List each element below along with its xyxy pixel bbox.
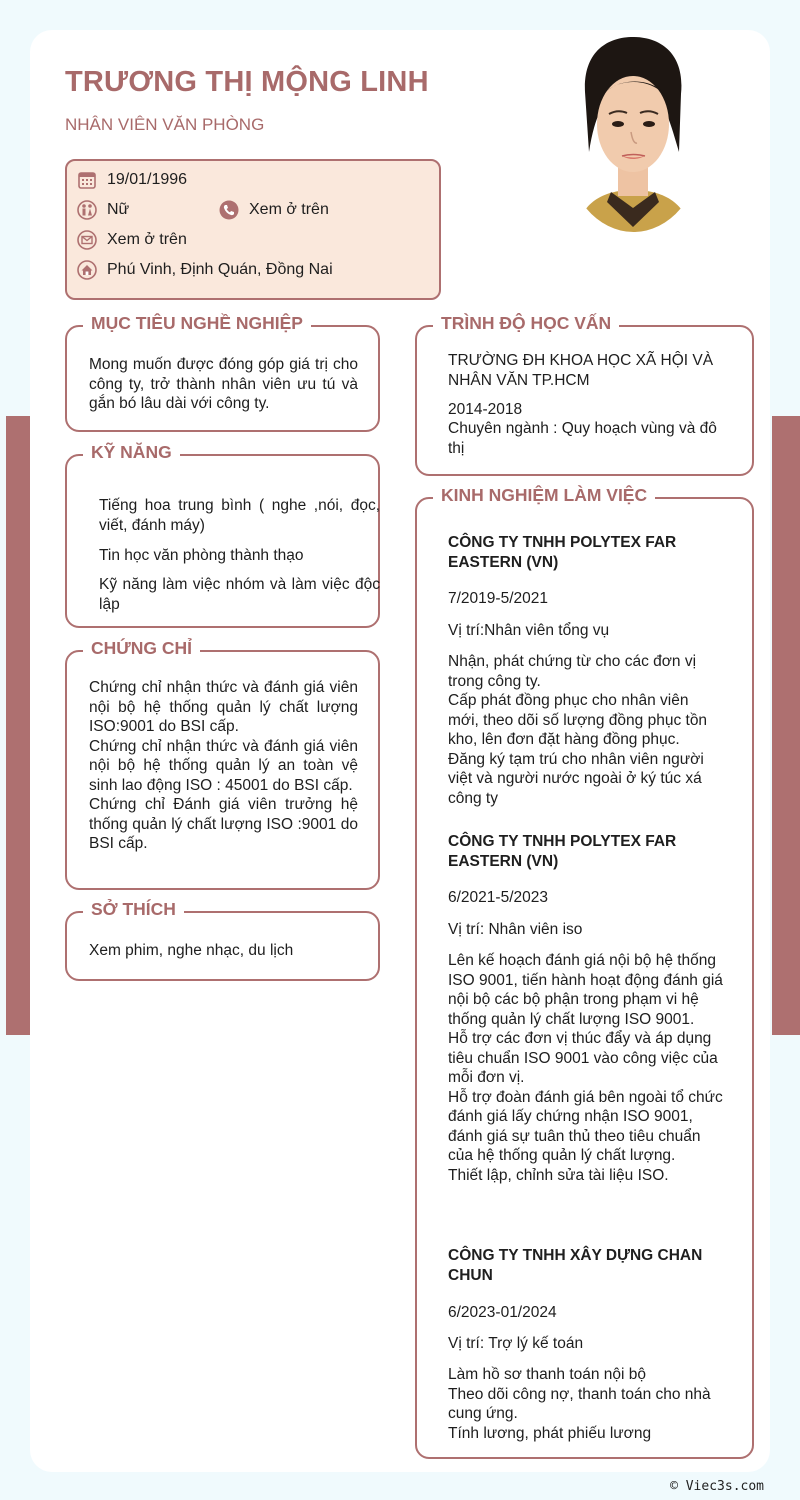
job-period: 7/2019-5/2021 — [448, 590, 548, 607]
hobbies-section — [65, 899, 380, 981]
phone-row — [219, 200, 329, 220]
skills-title: KỸ NĂNG — [83, 442, 180, 463]
objective-text: Mong muốn được đóng góp giá trị cho công ty, trở thành nhân viên ưu tú và gắn bó lâu dài với công ty. — [89, 356, 358, 412]
job-duty: Làm hồ sơ thanh toán nội bộ — [448, 1366, 647, 1383]
certificates-list — [89, 678, 358, 854]
certificates-section — [65, 638, 380, 890]
objective-section — [65, 313, 380, 432]
job-duty: Hỗ trợ đoàn đánh giá bên ngoài tổ chức đánh giá lấy chứng nhận ISO 9001, đánh giá sự tuân thủ theo tiêu chuẩn của hệ thống quản lý chất lượng. — [448, 1088, 723, 1164]
job-company: CÔNG TY TNHH XÂY DỰNG CHAN CHUN — [448, 1247, 703, 1284]
gender-row — [77, 200, 129, 220]
job-duty: Nhận, phát chứng từ cho các đơn vị trong công ty. — [448, 653, 697, 690]
job-duty: Thiết lập, chỉnh sửa tài liệu ISO. — [448, 1166, 669, 1184]
email-icon — [77, 230, 97, 250]
home-icon — [77, 260, 97, 280]
skill-item: Tin học văn phòng thành thạo — [99, 547, 304, 564]
certificate-item: Chứng chỉ nhận thức và đánh giá viên nội bộ hệ thống quản lý chất lượng ISO:9001 do BSI cấp. — [89, 679, 358, 735]
job-position: Vị trí: Trợ lý kế toán — [448, 1335, 584, 1352]
certificate-item: Chứng chỉ Đánh giá viên trưởng hệ thống quản lý chất lượng ISO :9001 do BSI cấp. — [89, 796, 358, 852]
skills-section — [65, 442, 380, 628]
job-position: Vị trí: Nhân viên iso — [448, 921, 583, 938]
birthday-text: 19/01/1996 — [107, 171, 188, 188]
job-duty: Đăng ký tạm trú cho nhân viên người việt và người nước ngoài ở ký túc xá công ty — [448, 750, 704, 807]
address-row — [77, 260, 333, 280]
education-major: Chuyên ngành : Quy hoạch vùng và đô thị — [448, 420, 717, 457]
job-duties — [448, 652, 723, 808]
job-duty: Theo dõi công nợ, thanh toán cho nhà cung ứng. — [448, 1385, 711, 1422]
job-company: CÔNG TY TNHH POLYTEX FAR EASTERN (VN) — [448, 534, 677, 571]
education-section — [415, 313, 754, 476]
job-position: Vị trí:Nhân viên tổng vụ — [448, 622, 610, 639]
right-accent-bar — [772, 416, 800, 1035]
hobbies-title: SỞ THÍCH — [83, 899, 184, 920]
email-text: Xem ở trên — [107, 231, 187, 248]
education-school: TRƯỜNG ĐH KHOA HỌC XÃ HỘI VÀ NHÂN VĂN TP.HCM — [448, 352, 714, 389]
skill-item: Tiếng hoa trung bình ( nghe ,nói, đọc, viết, đánh máy) — [99, 497, 380, 534]
job-period: 6/2021-5/2023 — [448, 889, 548, 906]
education-years: 2014-2018 — [448, 401, 523, 418]
job-duties — [448, 951, 728, 1185]
job-duty: Lên kế hoạch đánh giá nội bộ hệ thống ISO 9001, tiến hành hoạt động đánh giá nội bộ các bộ phận trong phạm vi hệ thống quản lý chất lượng ISO 9001. — [448, 952, 723, 1028]
address-text: Phú Vinh, Định Quán, Đồng Nai — [107, 261, 333, 278]
gender-icon — [77, 200, 97, 220]
education-title: TRÌNH ĐỘ HỌC VẤN — [433, 313, 619, 334]
candidate-name: TRƯƠNG THỊ MỘNG LINH — [65, 66, 429, 98]
certificates-title: CHỨNG CHỈ — [83, 638, 200, 659]
hobbies-text: Xem phim, nghe nhạc, du lịch — [89, 942, 294, 959]
birthday-row — [77, 170, 187, 190]
site-watermark: © Viec3s.com — [670, 1479, 764, 1494]
experience-section — [415, 485, 754, 1459]
profile-photo — [567, 32, 700, 232]
job-period: 6/2023-01/2024 — [448, 1304, 557, 1321]
job-company: CÔNG TY TNHH POLYTEX FAR EASTERN (VN) — [448, 833, 677, 870]
job-duty: Cấp phát đồng phục cho nhân viên mới, theo dõi số lượng đồng phục tồn kho, lên đơn đặt hàng đồng phục. — [448, 692, 708, 748]
skill-item: Kỹ năng làm việc nhóm và làm việc độc lập — [99, 576, 380, 613]
certificate-item: Chứng chỉ nhận thức và đánh giá viên nội bộ hệ thống quản lý an toàn vệ sinh lao động ISO : 45001 do BSI cấp. — [89, 737, 358, 794]
phone-icon — [219, 200, 239, 220]
email-row — [77, 230, 187, 250]
calendar-icon — [77, 170, 97, 190]
job-duties — [448, 1365, 728, 1443]
experience-title: KINH NGHIỆM LÀM VIỆC — [433, 485, 655, 506]
objective-title: MỤC TIÊU NGHỀ NGHIỆP — [83, 313, 311, 334]
job-duty: Tính lương, phát phiếu lương — [448, 1424, 652, 1442]
job-duty: Hỗ trợ các đơn vị thúc đẩy và áp dụng tiêu chuẩn ISO 9001 vào công việc của mỗi đơn vị. — [448, 1030, 718, 1086]
gender-text: Nữ — [107, 201, 130, 218]
candidate-title: NHÂN VIÊN VĂN PHÒNG — [65, 115, 265, 134]
phone-text: Xem ở trên — [249, 201, 329, 218]
